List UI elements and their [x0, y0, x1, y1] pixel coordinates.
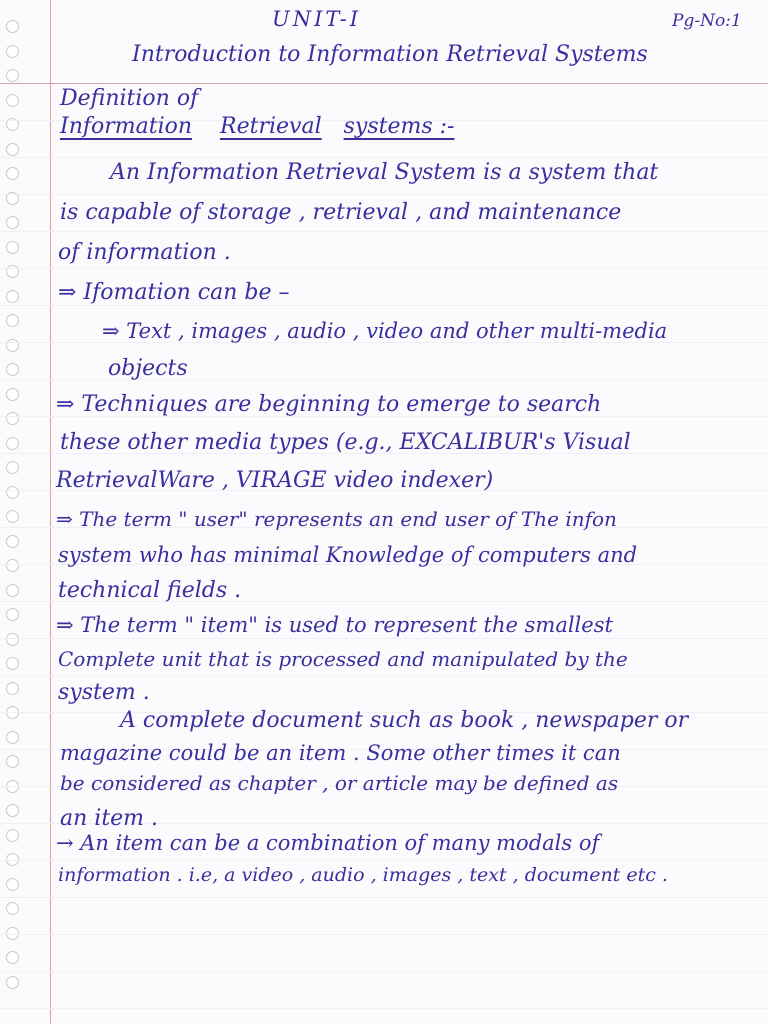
- text-line: Complete unit that is processed and manipulated by the: [58, 647, 628, 671]
- definition-heading-line1: Definition of: [60, 86, 199, 111]
- binding-hole: [6, 339, 19, 352]
- text-line: An Information Retrieval System is a system that: [110, 160, 659, 185]
- text-line: be considered as chapter , or article may be defined as: [60, 771, 619, 795]
- binding-hole: [6, 314, 19, 327]
- heading-word-retrieval: Retrieval: [220, 114, 322, 139]
- binding-hole: [6, 388, 19, 401]
- binding-hole: [6, 878, 19, 891]
- ruled-line: [0, 231, 768, 232]
- binding-hole: [6, 657, 19, 670]
- binding-hole: [6, 608, 19, 621]
- binding-hole: [6, 20, 19, 33]
- text-line: ⇒ The term " item" is used to represent the smallest: [56, 613, 613, 637]
- binding-hole: [6, 927, 19, 940]
- ruled-line: [0, 268, 768, 269]
- text-line: A complete document such as book , newspaper or: [120, 708, 689, 733]
- heading-word-systems: systems :-: [343, 114, 455, 139]
- page-title: Introduction to Information Retrieval Systems: [132, 42, 648, 67]
- binding-hole: [6, 461, 19, 474]
- ruled-line: [0, 638, 768, 639]
- unit-heading: UNIT-I: [272, 7, 362, 31]
- text-line: system .: [58, 680, 150, 705]
- binding-hole: [6, 486, 19, 499]
- text-line: objects: [108, 356, 188, 381]
- binding-hole: [6, 804, 19, 817]
- text-line: system who has minimal Knowledge of computers and: [58, 543, 638, 567]
- binding-hole: [6, 976, 19, 989]
- definition-heading-line2: [60, 114, 454, 140]
- binding-hole: [6, 94, 19, 107]
- ruled-line: [0, 934, 768, 935]
- binding-hole: [6, 559, 19, 572]
- binding-hole: [6, 216, 19, 229]
- binding-hole: [6, 412, 19, 425]
- text-line: these other media types (e.g., EXCALIBUR's Visual: [60, 430, 631, 455]
- binding-hole: [6, 437, 19, 450]
- binding-hole: [6, 682, 19, 695]
- binding-hole: [6, 143, 19, 156]
- text-line: RetrievalWare , VIRAGE video indexer): [56, 468, 494, 493]
- binding-hole: [6, 69, 19, 82]
- text-line: technical fields .: [58, 578, 242, 603]
- ruled-line: [0, 157, 768, 158]
- binding-hole: [6, 584, 19, 597]
- ruled-line: [0, 860, 768, 861]
- binding-hole: [6, 755, 19, 768]
- ruled-line: [0, 971, 768, 972]
- binding-hole: [6, 363, 19, 376]
- ruled-line: [0, 897, 768, 898]
- page-number: Pg-No:1: [672, 11, 742, 31]
- text-line: ⇒ The term " user" represents an end user of The infon: [56, 507, 617, 531]
- binding-hole: [6, 731, 19, 744]
- binding-hole: [6, 167, 19, 180]
- binding-hole: [6, 290, 19, 303]
- text-line: ⇒ Techniques are beginning to emerge to search: [56, 392, 602, 417]
- ruled-line: [0, 1008, 768, 1009]
- ruled-line: [0, 675, 768, 676]
- text-line: magazine could be an item . Some other times it can: [60, 741, 621, 765]
- text-line: is capable of storage , retrieval , and maintenance: [60, 200, 622, 225]
- binding-hole: [6, 535, 19, 548]
- text-line: ⇒ Text , images , audio , video and other multi-media: [102, 319, 668, 343]
- binding-hole: [6, 633, 19, 646]
- binding-hole: [6, 265, 19, 278]
- margin-line-horizontal: [0, 83, 768, 84]
- margin-line-vertical: [50, 0, 51, 1024]
- binding-hole: [6, 45, 19, 58]
- text-line: of information .: [58, 240, 231, 265]
- heading-word-information: Information: [60, 114, 193, 139]
- text-line: → An item can be a combination of many modals of: [56, 831, 600, 855]
- spiral-binding-holes: [2, 20, 24, 1020]
- binding-hole: [6, 510, 19, 523]
- text-line: information . i.e, a video , audio , images , text , document etc .: [58, 864, 668, 886]
- binding-hole: [6, 951, 19, 964]
- ruled-line: [0, 194, 768, 195]
- binding-hole: [6, 241, 19, 254]
- binding-hole: [6, 902, 19, 915]
- text-line: an item .: [60, 806, 159, 831]
- text-line: ⇒ Ifomation can be –: [58, 280, 290, 305]
- binding-hole: [6, 829, 19, 842]
